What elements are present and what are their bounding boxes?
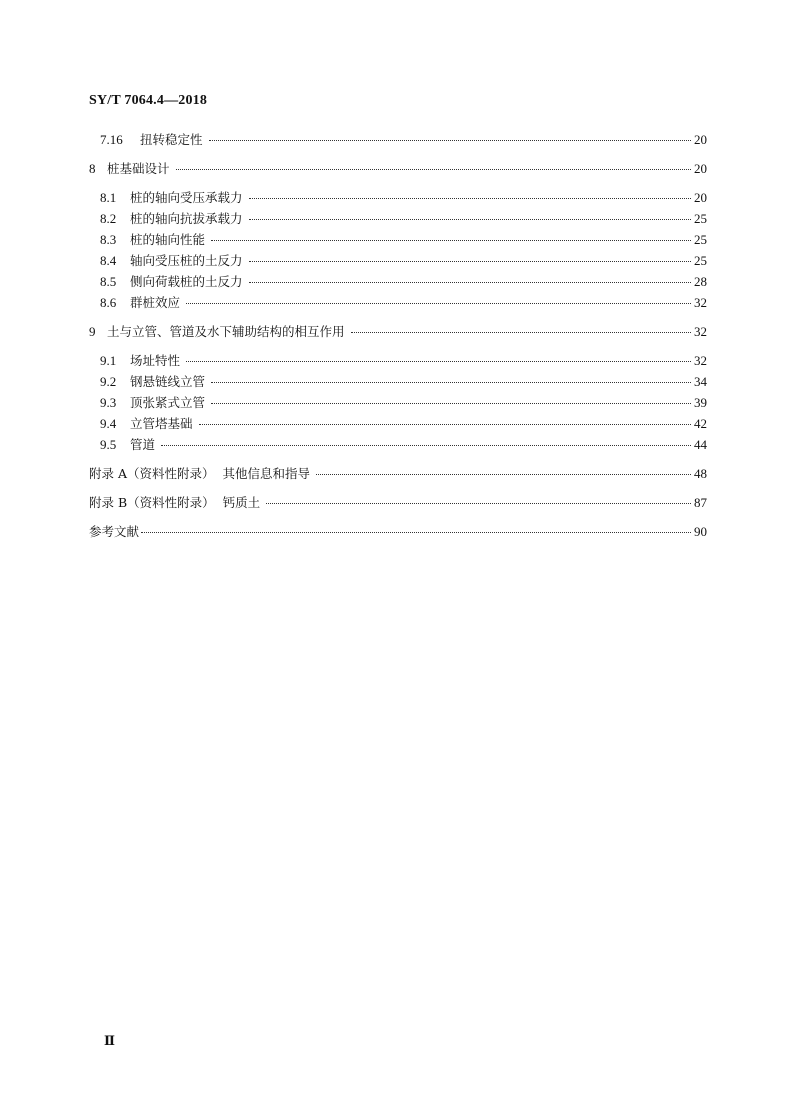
toc-entry-title: 土与立管、管道及水下辅助结构的相互作用 [107, 324, 345, 339]
toc-entry-number: 9.5 [100, 437, 117, 452]
toc-entry-8-1[interactable] [100, 190, 707, 206]
toc-entry-number: 8.1 [100, 190, 117, 205]
toc-entry-title: 场址特性 [130, 353, 181, 368]
dot-leader [249, 219, 691, 220]
toc-entry-number: 8 [89, 161, 96, 176]
toc-entry-title: 参考文献 [89, 524, 140, 539]
toc-entry-page: 39 [694, 395, 707, 410]
toc-entry-title: 侧向荷载桩的土反力 [130, 274, 243, 289]
toc-entry-9-4[interactable] [100, 416, 707, 432]
dot-leader [211, 240, 691, 241]
toc-entry-number: 9.3 [100, 395, 117, 410]
toc-entry-8-5[interactable] [100, 274, 707, 290]
toc-entry-title: 桩的轴向抗拔承载力 [130, 211, 243, 226]
dot-leader [209, 140, 691, 141]
toc-entry-number: 8.4 [100, 253, 117, 268]
dot-leader [249, 198, 691, 199]
toc-entry-title: 顶张紧式立管 [130, 395, 206, 410]
toc-entry-page: 25 [694, 211, 707, 226]
toc-entry-references[interactable] [89, 524, 707, 540]
toc-entry-page: 90 [694, 524, 707, 539]
dot-leader [211, 403, 691, 404]
dot-leader [186, 361, 691, 362]
toc-entry-9-3[interactable] [100, 395, 707, 411]
toc-entry-number: 8.3 [100, 232, 117, 247]
toc-entry-page: 44 [694, 437, 707, 452]
toc-entry-appendix-b[interactable] [89, 495, 707, 511]
toc-entry-page: 20 [694, 190, 707, 205]
dot-leader [141, 532, 691, 533]
toc-entry-8[interactable] [89, 161, 707, 177]
toc-entry-number: 9 [89, 324, 96, 339]
toc-entry-8-4[interactable] [100, 253, 707, 269]
toc-entry-page: 28 [694, 274, 707, 289]
toc-entry-title: 轴向受压桩的土反力 [130, 253, 243, 268]
toc-entry-title: 附录 A（资料性附录） 其他信息和指导 [89, 466, 310, 481]
toc-entry-title: 附录 B（资料性附录） 钙质土 [89, 495, 261, 510]
dot-leader [211, 382, 691, 383]
dot-leader [161, 445, 691, 446]
toc-entry-7-16[interactable] [100, 132, 707, 148]
toc-entry-page: 20 [694, 132, 707, 147]
toc-entry-8-3[interactable] [100, 232, 707, 248]
toc-entry-title: 管道 [130, 437, 156, 452]
dot-leader [186, 303, 691, 304]
dot-leader [199, 424, 691, 425]
toc-entry-page: 87 [694, 495, 707, 510]
toc-entry-number: 7.16 [100, 132, 123, 147]
toc-entry-9[interactable] [89, 324, 707, 340]
document-code: SY/T 7064.4—2018 [89, 93, 208, 108]
toc-entry-8-6[interactable] [100, 295, 707, 311]
toc-entry-title: 群桩效应 [130, 295, 181, 310]
page-number: Ⅱ [104, 1033, 115, 1048]
toc-entry-number: 8.2 [100, 211, 117, 226]
toc-entry-appendix-a[interactable] [89, 466, 707, 482]
toc-entry-title: 扭转稳定性 [140, 132, 203, 147]
toc-entry-9-2[interactable] [100, 374, 707, 390]
toc-entry-9-1[interactable] [100, 353, 707, 369]
toc-entry-9-5[interactable] [100, 437, 707, 453]
toc-entry-page: 25 [694, 232, 707, 247]
toc-entry-title: 桩的轴向性能 [130, 232, 206, 247]
dot-leader [266, 503, 691, 504]
toc-entry-page: 48 [694, 466, 707, 481]
dot-leader [176, 169, 691, 170]
toc-entry-page: 32 [694, 295, 707, 310]
toc-entry-page: 32 [694, 353, 707, 368]
toc-entry-title: 钢悬链线立管 [130, 374, 206, 389]
toc-entry-8-2[interactable] [100, 211, 707, 227]
toc-entry-page: 32 [694, 324, 707, 339]
toc-entry-title: 立管塔基础 [130, 416, 193, 431]
dot-leader [249, 261, 691, 262]
toc-entry-page: 25 [694, 253, 707, 268]
dot-leader [249, 282, 691, 283]
toc-entry-number: 9.1 [100, 353, 117, 368]
dot-leader [351, 332, 691, 333]
toc-entry-number: 8.5 [100, 274, 117, 289]
toc-entry-number: 8.6 [100, 295, 117, 310]
toc-entry-page: 42 [694, 416, 707, 431]
toc-entry-title: 桩基础设计 [107, 161, 170, 176]
toc-entry-page: 34 [694, 374, 707, 389]
toc-entry-number: 9.4 [100, 416, 117, 431]
dot-leader [316, 474, 691, 475]
toc-entry-number: 9.2 [100, 374, 117, 389]
toc-entry-page: 20 [694, 161, 707, 176]
toc-entry-title: 桩的轴向受压承载力 [130, 190, 243, 205]
